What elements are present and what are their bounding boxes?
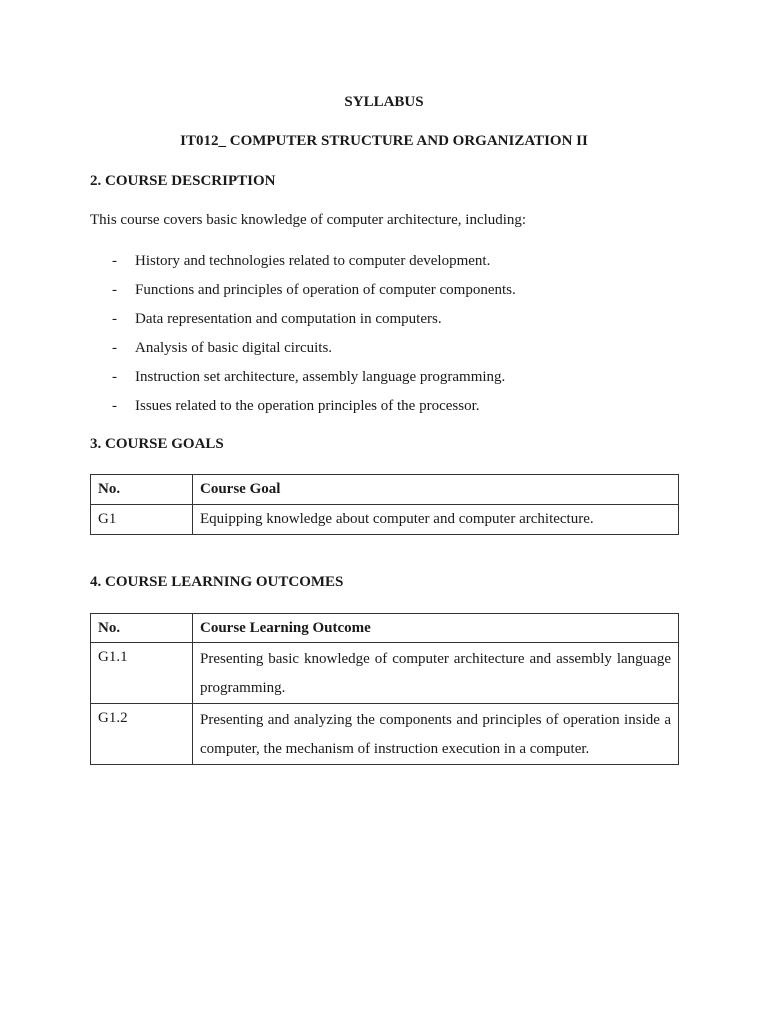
bullet-dash: -	[112, 311, 117, 327]
list-item-text: Analysis of basic digital circuits.	[135, 340, 333, 356]
table-header-row	[91, 475, 679, 505]
column-header-outcome: Course Learning Outcome	[193, 614, 679, 643]
outcome-text: Presenting basic knowledge of computer architecture and assembly language programming.	[193, 643, 679, 704]
bullet-dash: -	[112, 340, 117, 356]
list-item-text: Functions and principles of operation of computer components.	[135, 282, 516, 298]
list-item-text: History and technologies related to computer development.	[135, 253, 491, 269]
bullet-dash: -	[112, 369, 117, 385]
list-item-text: Instruction set architecture, assembly language programming.	[135, 369, 506, 385]
table-header-row	[91, 614, 679, 643]
section-heading-outcomes: 4. COURSE LEARNING OUTCOMES	[90, 574, 344, 590]
column-header-no: No.	[91, 614, 193, 643]
list-item-text: Issues related to the operation principles of the processor.	[135, 398, 480, 414]
outcome-text: Presenting and analyzing the components and principles of operation inside a computer, the mechanism of instruction execution in a computer.	[193, 704, 679, 765]
section-heading-goals: 3. COURSE GOALS	[90, 436, 224, 452]
list-item-text: Data representation and computation in computers.	[135, 311, 442, 327]
list-item	[112, 366, 516, 395]
outcomes-table	[90, 613, 679, 765]
list-item	[112, 395, 516, 424]
doc-title: SYLLABUS	[344, 94, 424, 110]
goals-table	[90, 474, 679, 535]
list-item	[112, 250, 516, 279]
column-header-goal: Course Goal	[193, 475, 679, 505]
list-item	[112, 308, 516, 337]
section-heading-description: 2. COURSE DESCRIPTION	[90, 173, 276, 189]
table-row	[91, 704, 679, 765]
list-item	[112, 337, 516, 366]
outcome-no: G1.1	[91, 643, 193, 704]
goal-text: Equipping knowledge about computer and computer architecture.	[193, 505, 679, 535]
description-list	[112, 250, 516, 424]
description-intro: This course covers basic knowledge of computer architecture, including:	[90, 212, 527, 228]
table-row	[91, 643, 679, 704]
goal-no: G1	[91, 505, 193, 535]
table-row	[91, 505, 679, 535]
column-header-no: No.	[91, 475, 193, 505]
bullet-dash: -	[112, 398, 117, 414]
outcome-no: G1.2	[91, 704, 193, 765]
course-title: IT012_ COMPUTER STRUCTURE AND ORGANIZATION II	[180, 133, 588, 149]
bullet-dash: -	[112, 253, 117, 269]
list-item	[112, 279, 516, 308]
bullet-dash: -	[112, 282, 117, 298]
